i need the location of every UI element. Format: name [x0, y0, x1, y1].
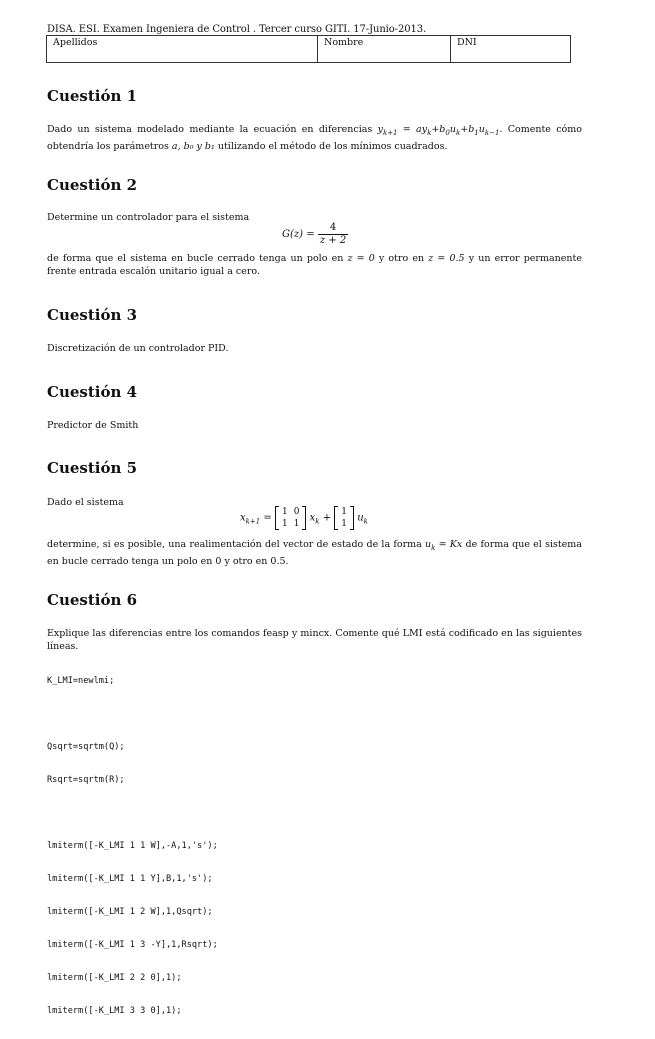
q2-text — [47, 252, 582, 278]
q1-equation: $y_{k+1} = ay_k+b_0u_k+b_1u_{k-1}$ — [377, 124, 500, 137]
code-line: K_LMI=newlmi; — [47, 676, 115, 686]
q5-plus: + — [322, 512, 332, 524]
matrix-a-cell: 1 — [281, 507, 288, 517]
q2-numerator: 4 — [318, 222, 348, 235]
matrix-a-cell: 0 — [293, 507, 300, 517]
nombre-field: Nombre — [318, 36, 451, 63]
q4-text: Predictor de Smith — [47, 420, 139, 431]
q6-code-block — [47, 654, 218, 1039]
code-line — [47, 709, 218, 720]
q5-title: Cuestión 5 — [47, 459, 138, 477]
code-line: lmiterm([-K_LMI 2 2 0],1); — [47, 973, 182, 983]
q1-title: Cuestión 1 — [47, 87, 138, 105]
matrix-a-cell: 1 — [281, 519, 288, 529]
dni-field: DNI — [451, 36, 571, 63]
q4-title: Cuestión 4 — [47, 383, 138, 401]
q5-matrix-a — [275, 506, 306, 530]
code-line: lmiterm([-K_LMI 1 1 W],-A,1,'s'); — [47, 841, 218, 851]
q2-text-b: y otro en — [378, 253, 425, 264]
q5-intro: Dado el sistema — [47, 497, 124, 508]
code-line: Qsqrt=sqrtm(Q); — [47, 742, 125, 752]
q3-text: Discretización de un controlador PID. — [47, 343, 229, 354]
exam-header: DISA. ESI. Examen Ingeniera de Control . Tercer curso GITI. 17-Junio-2013. — [47, 24, 427, 35]
q5-lhs-sub: k+1 — [245, 517, 261, 526]
student-info-table — [46, 35, 571, 63]
q1-text — [47, 123, 582, 153]
q5-text-a: determine, si es posible, una realimentación del vector de estado de la forma — [47, 539, 422, 550]
q5-text — [47, 538, 582, 568]
q5-u-sub: k — [363, 517, 368, 526]
q2-intro: Determine un controlador para el sistema — [47, 212, 250, 223]
q6-text: Explique las diferencias entre los comandos feasp y mincx. Comente qué LMI está codificado en las siguientes líneas. — [47, 628, 582, 652]
q1-text-c: utilizando el método de los mínimos cuadrados. — [217, 140, 448, 152]
q2-text-c: y un error permanente frente entrada escalón unitario igual a cero. — [47, 253, 582, 277]
q2-fraction — [318, 222, 348, 247]
q2-pole2: z = 0.5 — [428, 253, 465, 264]
q5-x-sub: k — [315, 517, 320, 526]
code-line: lmiterm([-K_LMI 1 2 W],1,Qsqrt); — [47, 907, 213, 917]
q1-text-a: Dado un sistema modelado mediante la ecuación en diferencias — [47, 124, 373, 135]
q2-text-a: de forma que el sistema en bucle cerrado tenga un polo en — [47, 253, 344, 264]
code-line: Rsqrt=sqrtm(R); — [47, 775, 125, 785]
q5-matrix-b — [334, 506, 354, 530]
code-line: lmiterm([-K_LMI 1 1 Y],B,1,'s'); — [47, 874, 213, 884]
q5-control-law: $u_k = Kx$ — [425, 539, 463, 552]
q6-title: Cuestión 6 — [47, 591, 138, 609]
matrix-b-cell: 1 — [341, 507, 348, 517]
q5-u-var: u — [357, 512, 364, 524]
q5-x-var: x — [309, 512, 316, 524]
q3-title: Cuestión 3 — [47, 306, 138, 324]
q1-params: a, b₀ y b₁ — [171, 140, 215, 152]
code-line: lmiterm([-K_LMI 1 3 -Y],1,Rsqrt); — [47, 940, 218, 950]
q2-title: Cuestión 2 — [47, 176, 138, 194]
q2-transfer-function — [282, 222, 348, 247]
apellidos-field: Apellidos — [47, 36, 318, 63]
matrix-a-cell: 1 — [293, 519, 300, 529]
q1-text-b: . Comente cómo obtendría los parámetros — [47, 124, 582, 152]
matrix-b-cell: 1 — [341, 519, 348, 529]
q5-text-b: de forma que el sistema en bucle cerrado tenga un polo en 0 y otro en 0.5. — [47, 539, 582, 567]
q5-state-equation: $x_{k+1}$ = 1 0 1 1 $x_k$ + 1 1 $u_k$ — [240, 507, 368, 529]
q2-pole1: z = 0 — [347, 253, 375, 264]
code-line: lmiterm([-K_LMI 3 3 0],1); — [47, 1006, 182, 1016]
q5-lhs-var: x — [240, 512, 246, 524]
q2-denominator: z + 2 — [319, 235, 347, 246]
code-line — [47, 808, 218, 819]
q2-lhs: G(z) = — [282, 229, 315, 240]
